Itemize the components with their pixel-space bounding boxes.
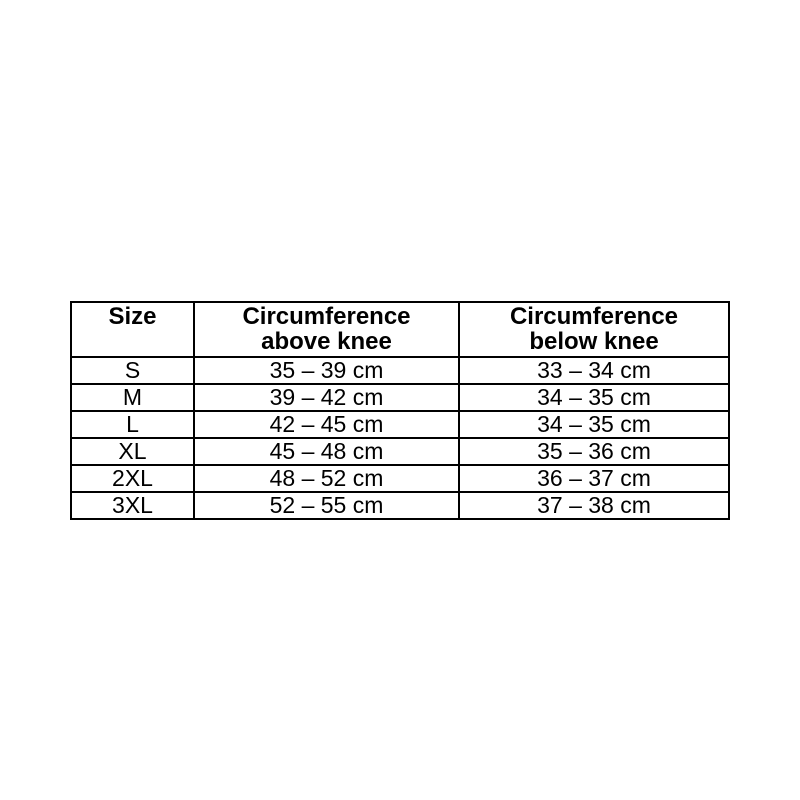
table-row	[71, 384, 729, 411]
below-knee-cell: 34 – 35 cm	[459, 384, 729, 411]
table-row	[71, 357, 729, 384]
size-cell: 2XL	[71, 465, 194, 492]
above-knee-cell: 48 – 52 cm	[194, 465, 459, 492]
header-below-knee-line1: Circumference	[509, 303, 679, 330]
below-knee-cell: 36 – 37 cm	[459, 465, 729, 492]
above-knee-cell: 39 – 42 cm	[194, 384, 459, 411]
below-knee-cell: 34 – 35 cm	[459, 411, 729, 438]
header-below-knee-line2: below knee	[529, 328, 659, 355]
table-row	[71, 411, 729, 438]
above-knee-cell: 42 – 45 cm	[194, 411, 459, 438]
below-knee-cell: 37 – 38 cm	[459, 492, 729, 519]
header-above-knee-line2: above knee	[261, 328, 392, 355]
table-row	[71, 438, 729, 465]
above-knee-cell: 45 – 48 cm	[194, 438, 459, 465]
header-size	[71, 302, 194, 357]
above-knee-cell: 52 – 55 cm	[194, 492, 459, 519]
below-knee-cell: 35 – 36 cm	[459, 438, 729, 465]
size-chart-table	[70, 301, 730, 520]
size-cell: XL	[71, 438, 194, 465]
table-row	[71, 465, 729, 492]
header-size-label: Size	[108, 303, 157, 330]
size-cell: M	[71, 384, 194, 411]
size-cell: S	[71, 357, 194, 384]
size-cell: 3XL	[71, 492, 194, 519]
header-above-knee-line1: Circumference	[242, 303, 411, 330]
size-cell: L	[71, 411, 194, 438]
below-knee-cell: 33 – 34 cm	[459, 357, 729, 384]
above-knee-cell: 35 – 39 cm	[194, 357, 459, 384]
table-row	[71, 492, 729, 519]
header-above-knee	[194, 302, 459, 357]
header-row	[71, 302, 729, 357]
header-below-knee	[459, 302, 729, 357]
